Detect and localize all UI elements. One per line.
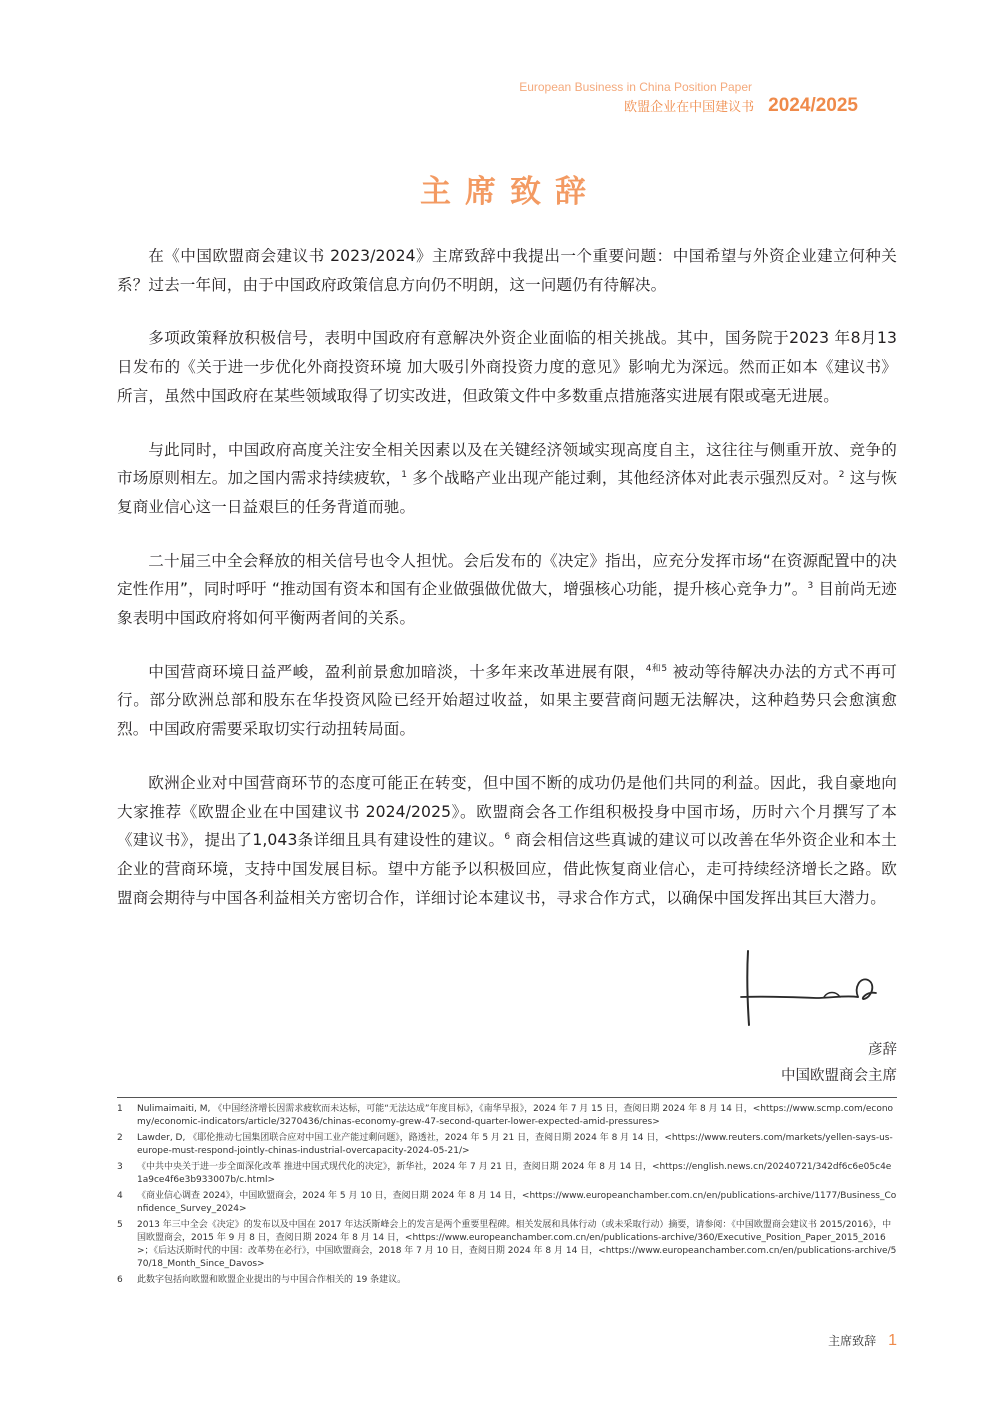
page-footer	[828, 1332, 897, 1350]
paragraph-text: 商会相信这些真诚的建议可以改善在华外资企业和本土企业的营商环境，支持中国发展目标。望中方能予以积极回应，借此恢复商业信心，走可持续经济增长之路。欧盟商会期待与中国各利益相关方密切合作，详细讨论本建议书，寻求合作方式，以确保中国发挥出其巨大潜力。	[117, 831, 897, 907]
footnotes	[117, 1103, 897, 1290]
paragraph-text: 欧洲企业对中国营商环节的态度可能正在转变，但中国不断的成功仍是他们共同的利益。因此，我自豪地向大家推荐《欧盟企业在中国建议书 2024/2025》。欧盟商会各工作组积极投身中国市场，历时六个月撰写了本《建议书》，提出了1,043条详细且具有建设性的建议。	[117, 773, 897, 850]
letter-body	[117, 242, 897, 937]
paragraph-text: 多个战略产业出现产能过剩，其他经济体对此表示强烈反对。	[412, 469, 839, 488]
page-title: 主席致辞	[420, 174, 600, 210]
page-number: 1	[888, 1332, 897, 1349]
footnote-ref[interactable]: 1	[401, 470, 408, 481]
paragraph	[117, 547, 897, 633]
footnote-ref[interactable]: 3	[807, 581, 814, 592]
footnote-text: 2013 年三中全会《决定》的发布以及中国在 2017 年达沃斯峰会上的发言是两个重要里程碑。相关发展和具体行动（或未采取行动）摘要，请参阅：《中国欧盟商会建议书 2015/2016》，中国欧盟商会，2015 年 9 月 8 日，查阅日期 2024 年 8 月 14 日，<https://www.europeanchamber.com.cn/en/publications-archive/360/Executive_Position_Paper_2015_2016>；《后达沃斯时代的中国：改革势在必行》，中国欧盟商会，2018 年 7 月 10 日，查阅日期 2024 年 8 月 14 日，<https://www.europeanchamber.com.cn/en/publications-archive/570/18_Month_Since_Davos>	[137, 1220, 897, 1269]
paragraph-text: 在《中国欧盟商会建议书 2023/2024》主席致辞中我提出一个重要问题：中国希望与外资企业建立何种关系？过去一年间，由于中国政府政策信息方向仍不明朗，这一问题仍有待解决。	[117, 247, 897, 294]
signature-title: 中国欧盟商会主席	[781, 1068, 897, 1084]
footnote-text: 此数字包括向欧盟和欧盟企业提出的与中国合作相关的 19 条建议。	[137, 1275, 407, 1285]
footnote-number: 4	[117, 1191, 123, 1201]
paragraph-text: 被动等待解决办法的方式不再可行。部分欧洲总部和股东在华投资风险已经开始超过收益，如果主要营商问题无法解决，这种趋势只会愈演愈烈。中国政府需要采取切实行动扭转局面。	[117, 662, 897, 739]
paragraph-text: 二十届三中全会释放的相关信号也令人担忧。会后发布的《决定》指出，应充分发挥市场“在资源配置中的决定性作用”，同时呼吁 “推动国有资本和国有企业做强做优做大，增强核心功能，提升核心竞争力”。	[117, 551, 897, 599]
footnote-text: Nulimaimaiti, M, 《中国经济增长因需求疲软而未达标，可能“无法达成”年度目标》，《南华早报》，2024 年 7 月 15 日，查阅日期 2024 年 8 月 14 日，<https://www.scmp.com/economy/economic-indicators/article/3270436/chinas-economy-grew-47-second-quarter-lower-expected-amid-pressures>	[137, 1104, 894, 1127]
footnote-ref[interactable]: 4和5	[645, 663, 668, 674]
footnote-text: 《商业信心调查 2024》，中国欧盟商会，2024 年 5 月 10 日，查阅日期 2024 年 8 月 14 日，<https://www.europeanchamber.com.cn/en/publications-archive/1177/Business_Confidence_Survey_2024>	[137, 1191, 897, 1214]
paragraph-text: 多项政策释放积极信号，表明中国政府有意解决外资企业面临的相关挑战。其中，国务院于2023 年8月13日发布的《关于进一步优化外商投资环境 加大吸引外商投资力度的意见》影响尤为深远。然而正如本《建议书》所言，虽然中国政府在某些领域取得了切实改进，但政策文件中多数重点措施落实进展有限或毫无进展。	[117, 329, 897, 405]
footnote-text: 《中共中央关于进一步全面深化改革 推进中国式现代化的决定》，新华社，2024 年 7 月 21 日，查阅日期 2024 年 8 月 14 日，<https://english.news.cn/20240721/342df6c6e05c4e1a9ce4f6e3b933007b/c.html>	[137, 1162, 892, 1185]
footnote-number: 1	[117, 1104, 123, 1114]
header-year: 2024/2025	[768, 95, 858, 116]
footnote-item	[117, 1219, 897, 1271]
header-row	[519, 95, 858, 117]
footnote-ref[interactable]: 6	[504, 832, 511, 843]
paragraph	[117, 658, 897, 744]
header-title-en: European Business in China Position Paper	[519, 80, 752, 94]
footnote-ref[interactable]: 2	[838, 470, 845, 481]
footnote-number: 2	[117, 1133, 123, 1143]
paragraph	[117, 242, 897, 299]
paragraph-text: 目前尚无迹象表明中国政府将如何平衡两者间的关系。	[117, 580, 897, 628]
paragraph	[117, 436, 897, 522]
paragraph	[117, 769, 897, 913]
footnote-item	[117, 1190, 897, 1216]
footnote-item	[117, 1274, 897, 1287]
paragraph-text: 中国营商环境日益严峻，盈利前景愈加暗淡，十多年来改革进展有限，	[148, 662, 646, 681]
page-header	[519, 80, 858, 117]
footnote-text: Lawder, D, 《耶伦推动七国集团联合应对中国工业产能过剩问题》，路透社，2024 年 5 月 21 日，查阅日期 2024 年 8 月 14 日，<https://www.reuters.com/markets/yellen-says-us-europe-must-respond-jointly-chinas-industrial-overcapacity-2024-05-21/>	[137, 1133, 893, 1156]
paragraph	[117, 324, 897, 410]
handwritten-signature	[736, 947, 886, 1033]
footnote-item	[117, 1161, 897, 1187]
footnote-divider	[117, 1097, 897, 1098]
footer-section-label: 主席致辞	[828, 1334, 877, 1348]
paragraph-text: 这与恢复商业信心这一日益艰巨的任务背道而驰。	[117, 469, 898, 516]
footnote-number: 3	[117, 1162, 123, 1172]
header-title-zh: 欧盟企业在中国建议书	[624, 100, 755, 115]
paragraph-text: 与此同时，中国政府高度关注安全相关因素以及在关键经济领域实现高度自主，这往往与侧重开放、竞争的市场原则相左。加之国内需求持续疲软，	[117, 440, 897, 488]
footnote-item	[117, 1132, 897, 1158]
footnote-item	[117, 1103, 897, 1129]
footnote-number: 6	[117, 1275, 123, 1285]
footnote-number: 5	[117, 1220, 123, 1230]
signature-name: 彦辞	[868, 1042, 897, 1058]
